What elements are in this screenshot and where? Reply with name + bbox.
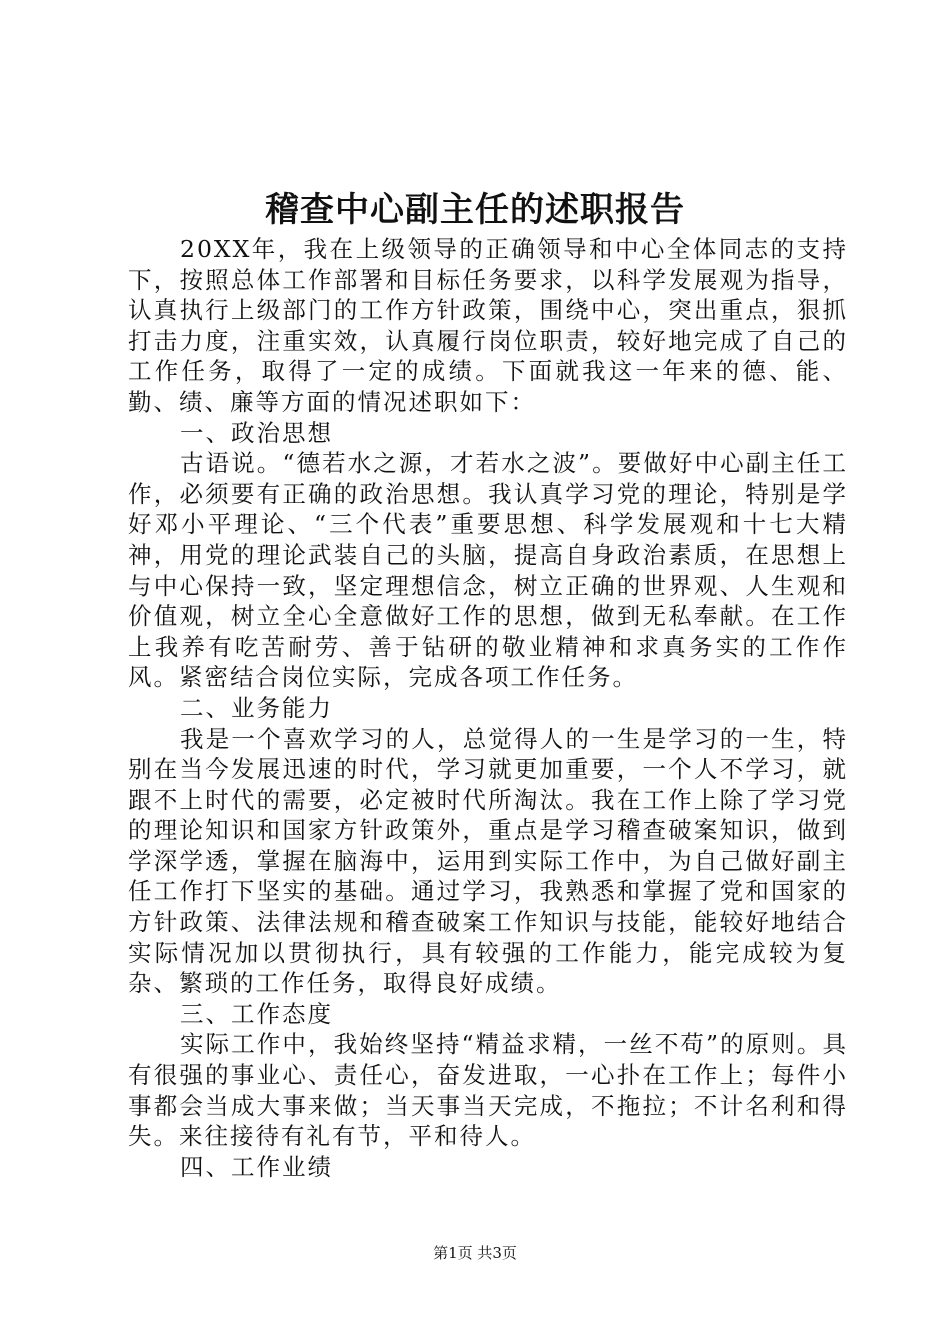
section-heading-ability: 二、业务能力 [180,693,333,722]
section-heading-performance: 四、工作业绩 [180,1152,333,1181]
section-body-political: 古语说。“德若水之源，才若水之波”。要做好中心副主任工作，必须要有正确的政治思想。我认真学习党的理论，特别是学好邓小平理论、“三个代表”重要思想、科学发展观和十七大精神，用党的理论武装自己的头脑，提高自身政治素质，在思想上与中心保持一致，坚定理想信念，树立正确的世界观、人生观和价值观，树立全心全意做好工作的思想，做到无私奉献。在工作上我养有吃苦耐劳、善于钻研的敬业精神和求真务实的工作作风。紧密结合岗位实际，完成各项工作任务。 [128,449,848,692]
section-heading-attitude: 三、工作态度 [180,999,333,1028]
section-body-attitude: 实际工作中，我始终坚持“精益求精，一丝不苟”的原则。具有很强的事业心、责任心，奋发进取，一心扑在工作上；每件小事都会当成大事来做；当天事当天完成，不拖拉；不计名利和得失。来往接待有礼有节，平和待人。 [128,1030,848,1151]
page-footer: 第1页 共3页 [433,1244,517,1262]
section-heading-political: 一、政治思想 [180,418,333,447]
intro-paragraph: 20XX年，我在上级领导的正确领导和中心全体同志的支持下，按照总体工作部署和目标任务要求，以科学发展观为指导，认真执行上级部门的工作方针政策，围绕中心，突出重点，狠抓打击力度，注重实效，认真履行岗位职责，较好地完成了自己的工作任务，取得了一定的成绩。下面就我这一年来的德、能、勤、绩、廉等方面的情况述职如下： [128,235,848,416]
section-body-ability: 我是一个喜欢学习的人，总觉得人的一生是学习的一生，特别在当今发展迅速的时代，学习就更加重要，一个人不学习，就跟不上时代的需要，必定被时代所淘汰。我在工作上除了学习党的理论知识和国家方针政策外，重点是学习稽查破案知识，做到学深学透，掌握在脑海中，运用到实际工作中，为自己做好副主任工作打下坚实的基础。通过学习，我熟悉和掌握了党和国家的方针政策、法律法规和稽查破案工作知识与技能，能较好地结合实际情况加以贯彻执行，具有较强的工作能力，能完成较为复杂、繁琐的工作任务，取得良好成绩。 [128,724,848,998]
document-body [128,234,848,1182]
document-title: 稽查中心副主任的述职报告 [265,190,685,230]
